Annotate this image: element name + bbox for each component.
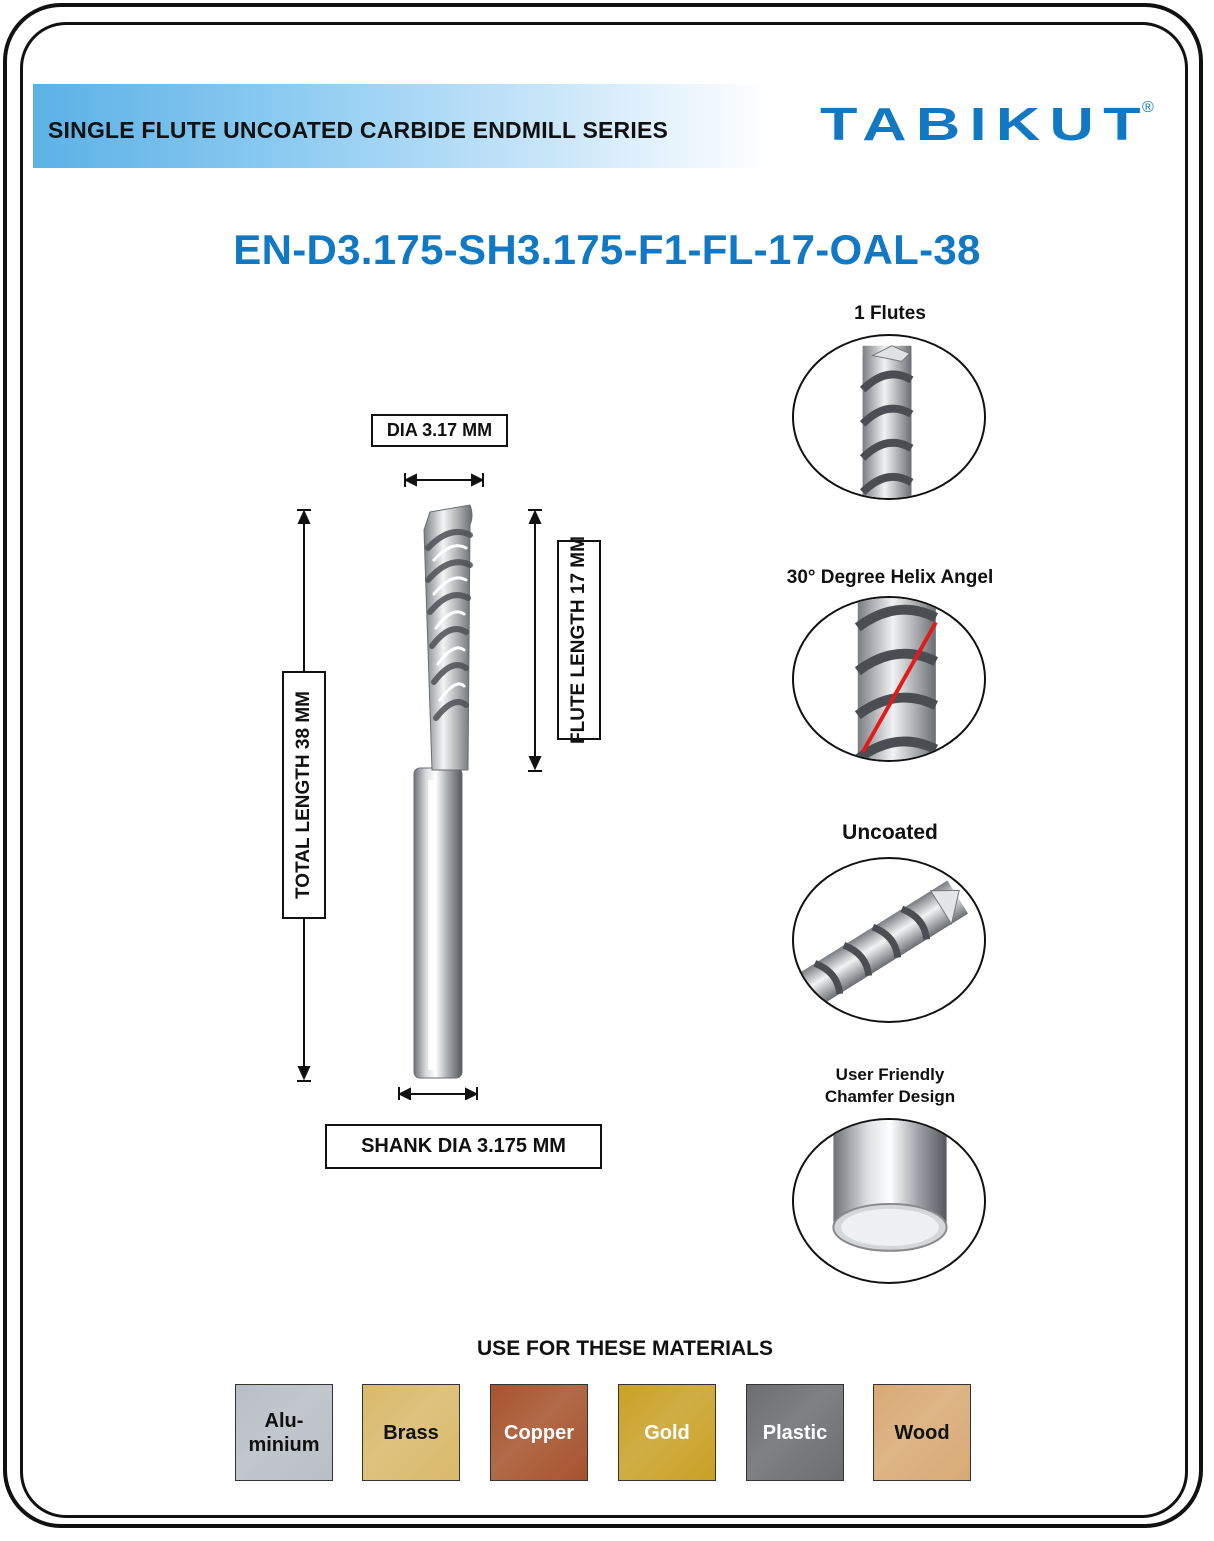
uncoated-detail-circle	[792, 857, 986, 1023]
flute-length-text: FLUTE LENGTH 17 MM	[568, 536, 589, 744]
material-gold-label: Gold	[644, 1421, 690, 1444]
helix-detail-circle	[792, 596, 986, 762]
material-wood	[873, 1384, 971, 1481]
feature-helix-title: 30° Degree Helix Angel	[786, 567, 994, 588]
tabikut-logo	[820, 100, 1160, 150]
helix-detail-image	[794, 598, 984, 760]
uncoated-detail-image	[794, 859, 984, 1021]
material-plastic	[746, 1384, 844, 1481]
material-gold	[618, 1384, 716, 1481]
material-aluminium-line2: minium	[248, 1433, 320, 1456]
flute-length-label	[557, 536, 601, 744]
flutes-detail-circle	[792, 334, 986, 500]
feature-chamfer-line2: Chamfer Design	[824, 1087, 956, 1106]
flute-length-arrow	[528, 510, 542, 771]
material-wood-label: Wood	[894, 1421, 950, 1444]
materials-heading: USE FOR THESE MATERIALS	[477, 1337, 773, 1360]
material-brass	[362, 1384, 460, 1481]
brand-wordmark: TABIKUT	[820, 100, 1150, 150]
shank-dia-label: SHANK DIA 3.175 MM	[325, 1124, 602, 1169]
part-code: EN-D3.175-SH3.175-F1-FL-17-OAL-38	[233, 226, 981, 273]
feature-flutes-title: 1 Flutes	[854, 303, 926, 324]
dia-label: DIA 3.17 MM	[371, 414, 508, 447]
feature-chamfer-title	[760, 1064, 1020, 1108]
dia-arrow	[405, 473, 483, 487]
series-title: SINGLE FLUTE UNCOATED CARBIDE ENDMILL SERIES	[48, 117, 669, 143]
total-length-text: TOTAL LENGTH 38 MM	[293, 691, 314, 899]
material-aluminium-line1: Alu-	[264, 1409, 304, 1432]
material-aluminium	[235, 1384, 333, 1481]
material-copper-label: Copper	[504, 1421, 574, 1444]
material-brass-label: Brass	[383, 1421, 439, 1444]
chamfer-detail-image	[794, 1120, 984, 1282]
total-length-label	[282, 671, 326, 919]
feature-uncoated-title: Uncoated	[842, 821, 938, 844]
tool-shank	[414, 768, 462, 1078]
material-copper	[490, 1384, 588, 1481]
flutes-detail-image	[794, 336, 984, 498]
registered-mark: ®	[1142, 100, 1154, 116]
material-plastic-label: Plastic	[762, 1421, 828, 1444]
chamfer-detail-circle	[792, 1118, 986, 1284]
shank-dia-arrow	[399, 1087, 477, 1100]
feature-chamfer-line1: User Friendly	[835, 1065, 945, 1084]
